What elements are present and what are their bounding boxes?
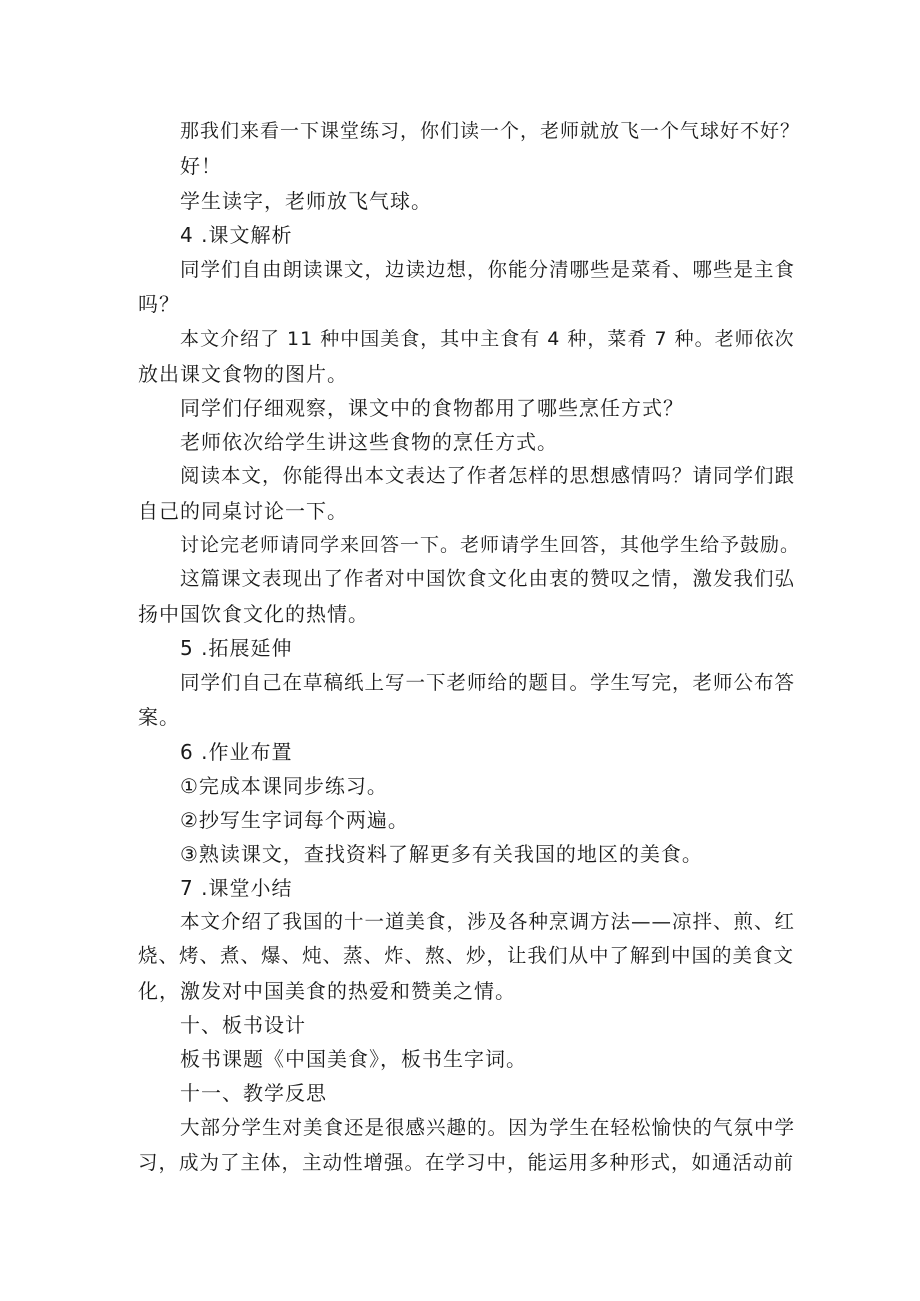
paragraph-board-design: 板书课题《中国美食》，板书生字词。 bbox=[180, 1047, 527, 1071]
paragraph-reply: 好！ bbox=[180, 154, 222, 178]
section-heading-5: 5 .拓展延伸 bbox=[180, 636, 293, 660]
paragraph-feelings-line1: 阅读本文，你能得出本文表达了作者怎样的思想感情吗？请同学们跟 bbox=[180, 464, 796, 487]
section-heading-4: 4 .课文解析 bbox=[180, 223, 293, 247]
homework-item-2: ②抄写生字词每个两遍。 bbox=[180, 808, 409, 832]
paragraph-reflection-line1: 大部分学生对美食还是很感兴趣的。因为学生在轻松愉快的气氛中学 bbox=[180, 1116, 796, 1139]
paragraph-read-aloud-line2: 吗？ bbox=[138, 292, 180, 316]
paragraph-reflection-line2: 习，成为了主体，主动性增强。在学习中，能运用多种形式，如通活动前 bbox=[138, 1151, 795, 1174]
paragraph-cooking-question: 同学们仔细观察，课文中的食物都用了哪些烹任方式？ bbox=[180, 396, 684, 420]
paragraph-discussion: 讨论完老师请同学来回答一下。老师请学生回答，其他学生给予鼓励。 bbox=[180, 534, 801, 556]
homework-item-1: ①完成本课同步练习。 bbox=[180, 774, 388, 798]
paragraph-extension-line1: 同学们自己在草稿纸上写一下老师给的题目。学生写完，老师公布答 bbox=[180, 671, 796, 694]
paragraph-summary-line1: 本文介绍了我国的十一道美食，涉及各种烹调方法——凉拌、煎、红 bbox=[180, 910, 796, 933]
section-heading-7: 7 .课堂小结 bbox=[180, 876, 293, 900]
section-heading-10: 十、板书设计 bbox=[180, 1013, 306, 1037]
paragraph-extension-line2: 案。 bbox=[138, 705, 180, 729]
paragraph-practice-intro: 那我们来看一下课堂练习，你们读一个，老师就放飞一个气球好不好？ bbox=[180, 120, 801, 142]
section-heading-6: 6 .作业布置 bbox=[180, 740, 293, 764]
paragraph-feelings-line2: 自己的同桌讨论一下。 bbox=[138, 499, 348, 523]
paragraph-intro-foods-line2: 放出课文食物的图片。 bbox=[138, 362, 348, 386]
paragraph-intro-foods-line1: 本文介绍了 11 种中国美食，其中主食有 4 种，菜肴 7 种。老师依次 bbox=[180, 328, 795, 350]
paragraph-read-aloud-line1: 同学们自由朗读课文，边读边想，你能分清哪些是菜肴、哪些是主食 bbox=[180, 258, 796, 281]
paragraph-summary-line3: 化，激发对中国美食的热爱和赞美之情。 bbox=[138, 979, 516, 1003]
paragraph-culture-line2: 扬中国饮食文化的热情。 bbox=[138, 602, 369, 626]
paragraph-summary-line2: 烧、烤、煮、爆、炖、蒸、炸、熬、炒，让我们从中了解到中国的美食文 bbox=[138, 944, 795, 967]
homework-item-3: ③熟读课文，查找资料了解更多有关我国的地区的美食。 bbox=[180, 842, 703, 866]
paragraph-teacher-explains: 老师依次给学生讲这些食物的烹任方式。 bbox=[180, 430, 558, 454]
paragraph-culture-line1: 这篇课文表现出了作者对中国饮食文化由衷的赞叹之情，激发我们弘 bbox=[180, 567, 796, 590]
paragraph-read-characters: 学生读字，老师放飞气球。 bbox=[180, 189, 432, 213]
section-heading-11: 十一、教学反思 bbox=[180, 1081, 327, 1105]
